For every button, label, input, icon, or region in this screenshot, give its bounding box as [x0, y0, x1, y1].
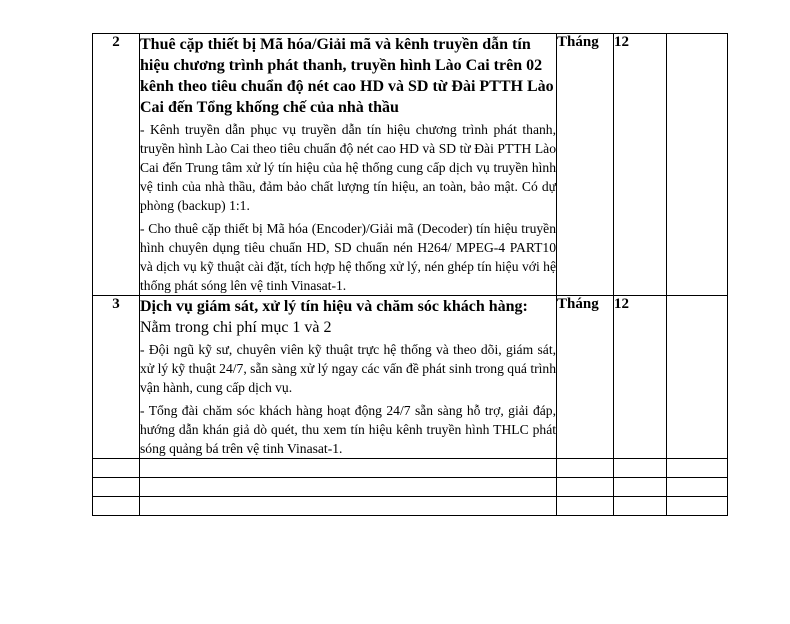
empty-cell	[667, 296, 728, 459]
item-paragraph: - Đội ngũ kỹ sư, chuyên viên kỹ thuật trực hệ thống và theo dõi, giám sát, xử lý kỹ thuật 24/7, sẵn sàng xử lý ngay các vấn đề phát sinh trong quá trình vận hành, cung cấp dịch vụ.	[140, 342, 556, 395]
item-title: Thuê cặp thiết bị Mã hóa/Giải mã và kênh truyền dẫn tín hiệu chương trình phát thanh, truyền hình Lào Cai trên 02 kênh theo tiêu chuẩn độ nét cao HD và SD từ Đài PTTH Lào Cai đến Tổng khống chế của nhà thầu	[140, 36, 554, 116]
empty-cell	[93, 478, 140, 497]
item-title-text: Dịch vụ giám sát, xử lý tín hiệu và chăm sóc khách hàng:	[140, 298, 528, 315]
description-cell	[140, 34, 557, 296]
description-cell	[140, 296, 557, 459]
empty-cell	[667, 34, 728, 296]
quantity-cell: 12	[614, 34, 667, 296]
empty-cell	[557, 497, 614, 516]
item-paragraph: - Kênh truyền dẫn phục vụ truyền dẫn tín hiệu chương trình phát thanh, truyền hình Lào Cai theo tiêu chuẩn độ nét cao HD và SD từ Đài PTTH Lào Cai đến Trung tâm xử lý tín hiệu của hệ thống cung cấp dịch vụ truyền hình vệ tinh của nhà thầu, đảm bảo chất lượng tín hiệu, an toàn, bảo mật. Có dự phòng (backup) 1:1.	[140, 122, 556, 213]
empty-cell	[140, 497, 557, 516]
empty-cell	[557, 478, 614, 497]
empty-cell	[614, 497, 667, 516]
item-title	[140, 296, 556, 338]
empty-cell	[667, 497, 728, 516]
empty-row	[93, 478, 728, 497]
table-row	[93, 296, 728, 459]
empty-row	[93, 459, 728, 478]
empty-cell	[614, 478, 667, 497]
service-table	[92, 33, 728, 516]
unit-cell: Tháng	[557, 296, 614, 459]
item-paragraph: - Tổng đài chăm sóc khách hàng hoạt động 24/7 sẵn sàng hỗ trợ, giải đáp, hướng dẫn khán giả dò quét, thu xem tín hiệu kênh truyền hình THLC phát sóng quảng bá trên vệ tinh Vinasat-1.	[140, 403, 556, 456]
unit-cell: Tháng	[557, 34, 614, 296]
empty-row	[93, 497, 728, 516]
quantity-cell: 12	[614, 296, 667, 459]
empty-cell	[140, 478, 557, 497]
item-title-note: Nằm trong chi phí mục 1 và 2	[140, 319, 332, 336]
row-number: 2	[93, 34, 140, 296]
empty-cell	[93, 459, 140, 478]
table-row	[93, 34, 728, 296]
empty-cell	[140, 459, 557, 478]
empty-cell	[614, 459, 667, 478]
item-paragraph: - Cho thuê cặp thiết bị Mã hóa (Encoder)/Giải mã (Decoder) tín hiệu truyền hình chuyên dụng tiêu chuẩn HD, SD chuẩn nén H264/ MPEG-4 PART10 và dịch vụ kỹ thuật cài đặt, tích hợp hệ thống xử lý, nén ghép tín hiệu với hệ thống phát sóng lên vệ tinh Vinasat-1.	[140, 221, 556, 293]
empty-cell	[667, 478, 728, 497]
empty-cell	[93, 497, 140, 516]
empty-cell	[667, 459, 728, 478]
empty-cell	[557, 459, 614, 478]
row-number: 3	[93, 296, 140, 459]
